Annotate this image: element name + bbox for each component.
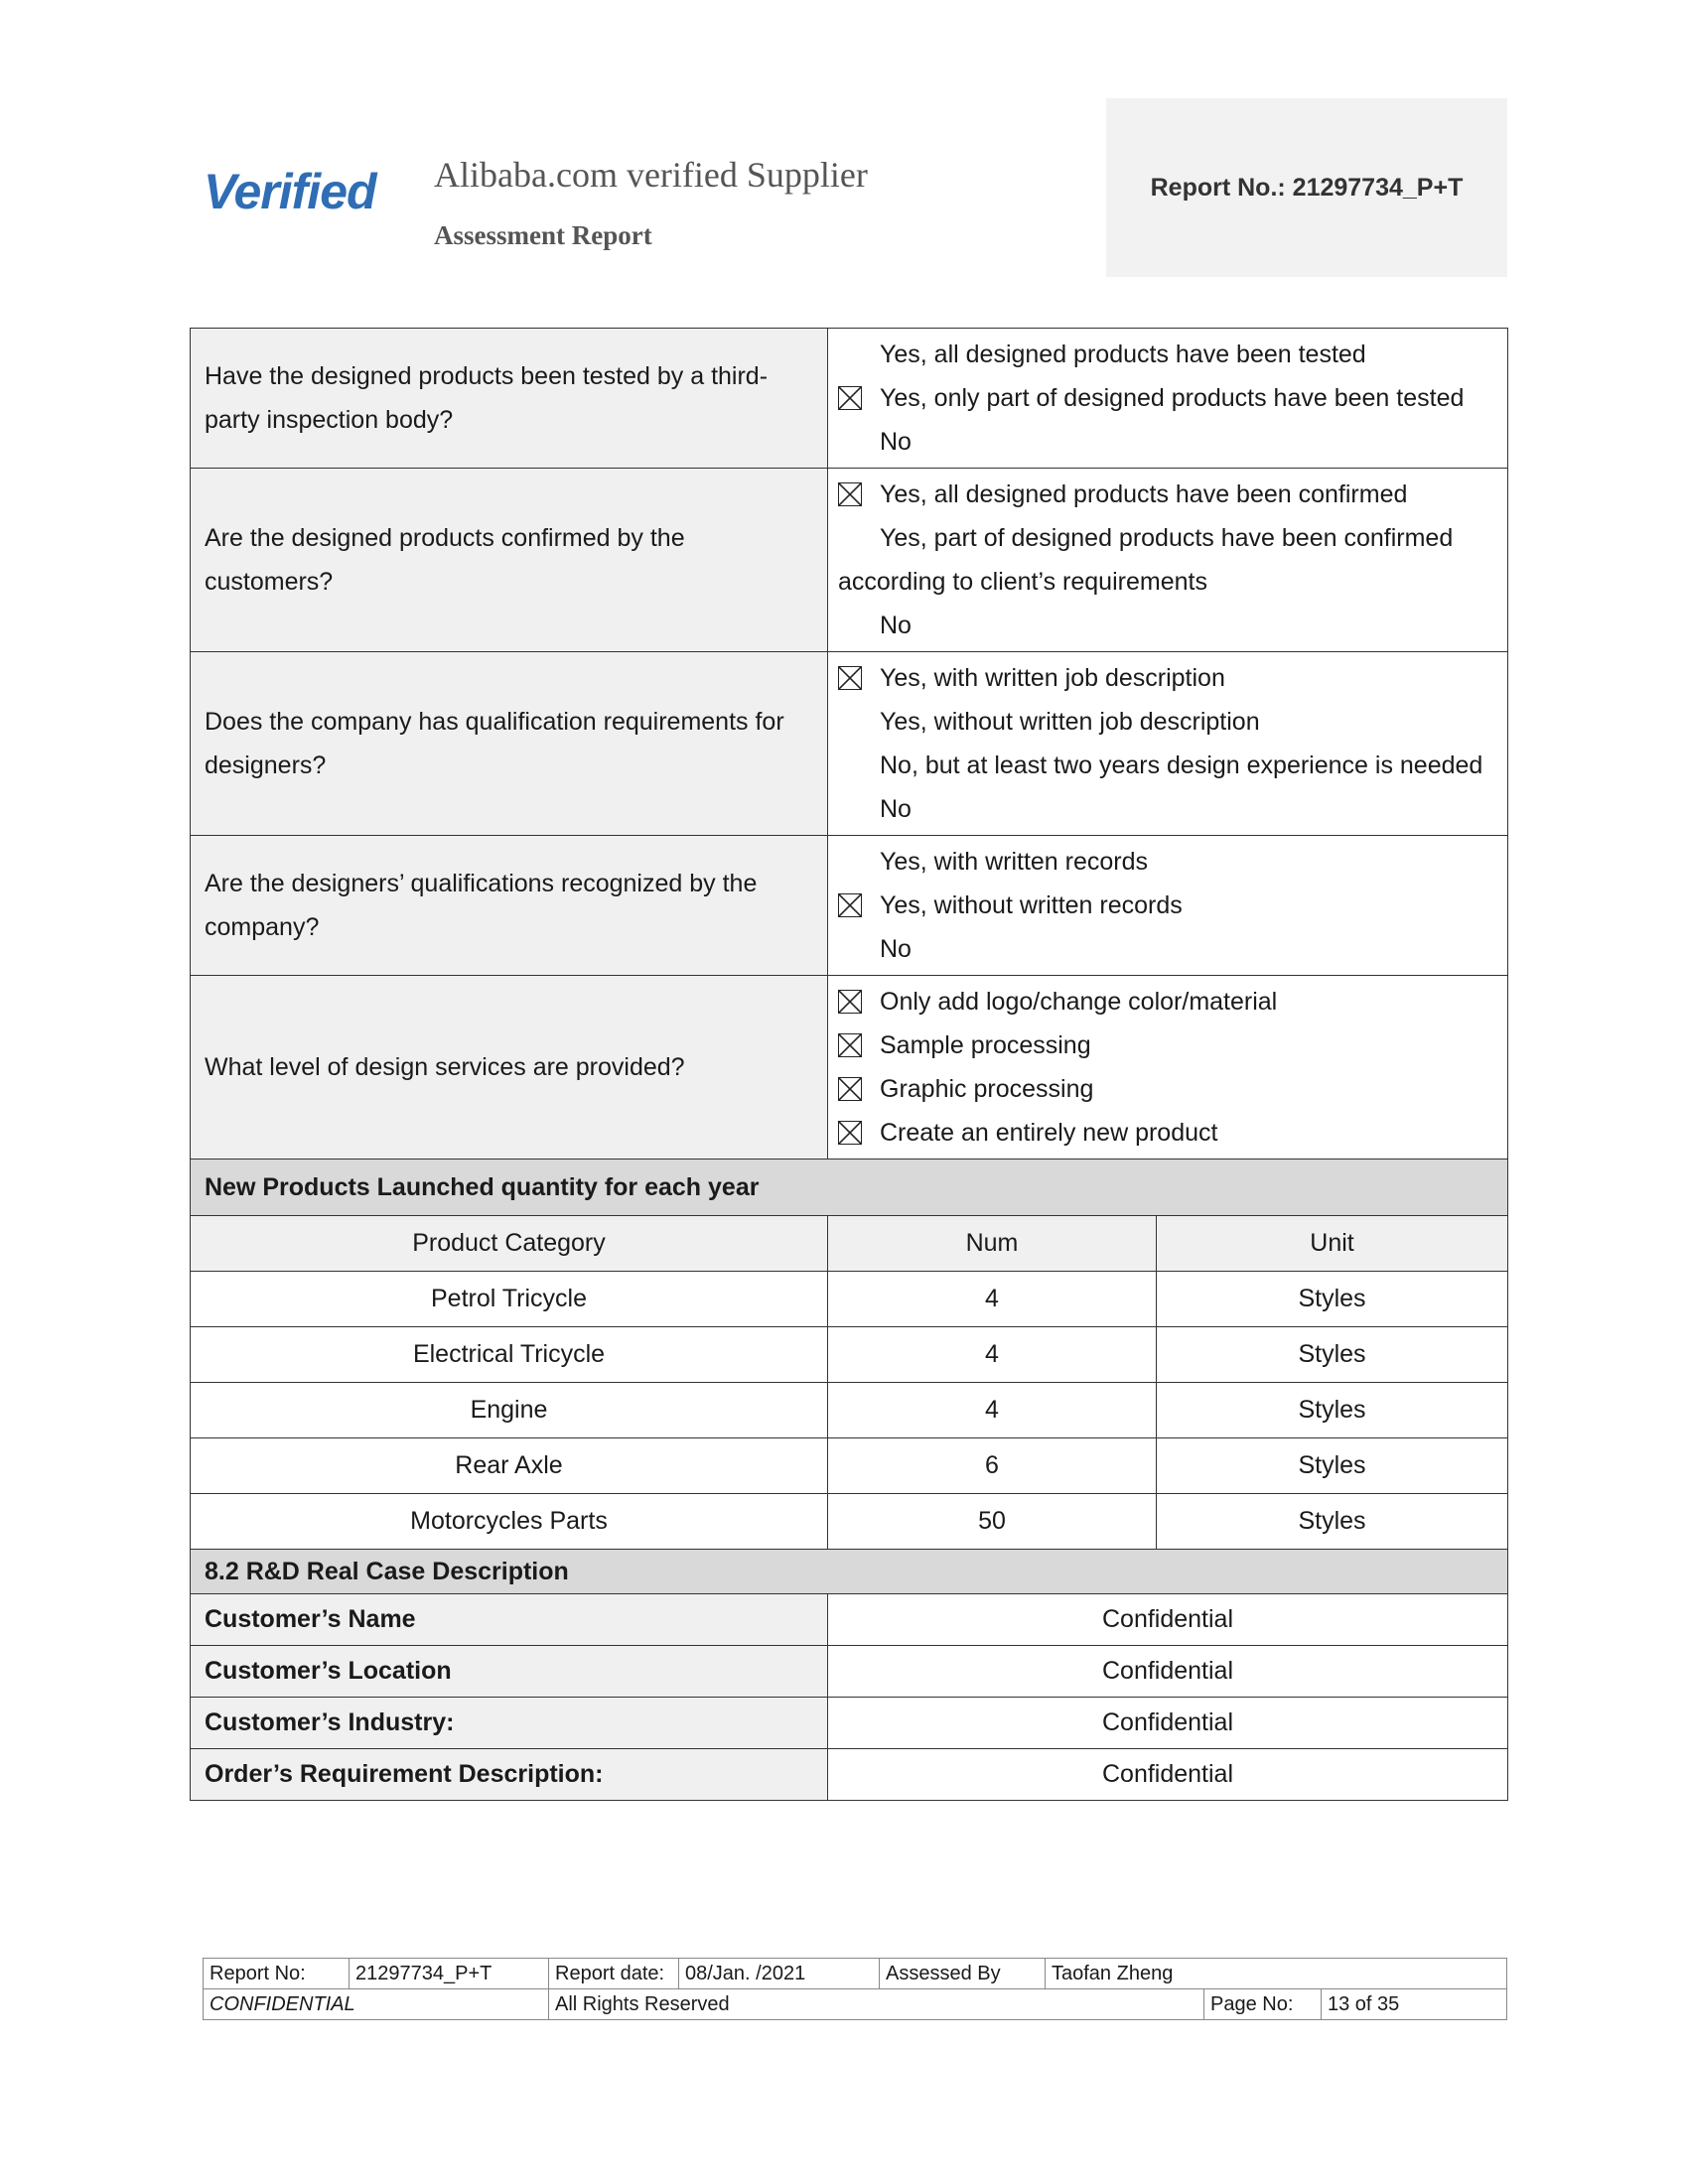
- table-row: [191, 1494, 1508, 1550]
- answer-option-label: Yes, with written records: [880, 848, 1149, 876]
- page-footer: [203, 1958, 1507, 2020]
- checked-box-icon: [838, 482, 862, 506]
- product-category-cell: Petrol Tricycle: [191, 1272, 828, 1327]
- answer-option-label: Yes, without written records: [880, 891, 1183, 919]
- footer-page-no: 13 of 35: [1322, 1989, 1507, 2020]
- table-row: [191, 1383, 1508, 1438]
- answer-option-label: Yes, all designed products have been confirmed: [880, 480, 1408, 508]
- checked-box-icon: [838, 893, 862, 917]
- answer-options: [828, 469, 1508, 652]
- answer-option-label: Graphic processing: [880, 1075, 1094, 1103]
- answer-option: [838, 656, 1497, 700]
- num-cell: 4: [828, 1383, 1157, 1438]
- footer-assessed-by-label: Assessed By: [880, 1959, 1046, 1989]
- answer-option: [838, 376, 1497, 420]
- checked-box-icon: [838, 666, 862, 690]
- question-text: Are the designed products confirmed by the customers?: [191, 469, 828, 652]
- new-products-section-title: New Products Launched quantity for each year: [191, 1160, 1508, 1216]
- verified-logo: [204, 157, 382, 226]
- answer-option-label: Yes, without written job description: [880, 708, 1260, 736]
- checked-box-icon: [838, 990, 862, 1014]
- checked-box-icon: [838, 386, 862, 410]
- answer-option: [838, 333, 1497, 376]
- header-num: Num: [828, 1216, 1157, 1272]
- answer-option-label: Create an entirely new product: [880, 1119, 1218, 1147]
- num-cell: 4: [828, 1272, 1157, 1327]
- footer-page-no-label: Page No:: [1204, 1989, 1322, 2020]
- checked-box-icon: [838, 1121, 862, 1145]
- logo-text: Verified: [204, 164, 376, 219]
- unit-cell: Styles: [1157, 1327, 1508, 1383]
- num-cell: 6: [828, 1438, 1157, 1494]
- footer-report-no-label: Report No:: [204, 1959, 350, 1989]
- product-category-cell: Rear Axle: [191, 1438, 828, 1494]
- answer-options: [828, 329, 1508, 469]
- answer-option-label: Yes, part of designed products have been confirmed according to client’s requirements: [838, 524, 1454, 596]
- footer-confidential: CONFIDENTIAL: [204, 1989, 549, 2020]
- answer-option-label: Yes, all designed products have been tested: [880, 341, 1366, 368]
- case-section-title: 8.2 R&D Real Case Description: [191, 1550, 1508, 1594]
- answer-option: [838, 516, 1497, 604]
- answer-option: [838, 1024, 1497, 1067]
- answer-option: [838, 700, 1497, 744]
- answer-option-label: Only add logo/change color/material: [880, 988, 1278, 1016]
- answer-option: [838, 980, 1497, 1024]
- answer-option: [838, 473, 1497, 516]
- answer-options: [828, 976, 1508, 1160]
- answer-option-label: No: [880, 612, 912, 639]
- case-value: Confidential: [828, 1749, 1508, 1801]
- question-text: What level of design services are provided?: [191, 976, 828, 1160]
- case-label: Order’s Requirement Description:: [191, 1749, 828, 1801]
- header-product-category: Product Category: [191, 1216, 828, 1272]
- unit-cell: Styles: [1157, 1494, 1508, 1550]
- answer-option-label: No, but at least two years design experience is needed: [880, 751, 1483, 779]
- case-label: Customer’s Name: [191, 1594, 828, 1646]
- question-row: [191, 976, 1508, 1160]
- report-number: Report No.: 21297734_P+T: [1150, 173, 1464, 202]
- case-label: Customer’s Location: [191, 1646, 828, 1698]
- answer-option: [838, 1067, 1497, 1111]
- question-text: Have the designed products been tested by a third-party inspection body?: [191, 329, 828, 469]
- answer-option-label: No: [880, 935, 912, 963]
- num-cell: 50: [828, 1494, 1157, 1550]
- document-title: Alibaba.com verified Supplier: [434, 155, 868, 195]
- answer-option: [838, 927, 1497, 971]
- num-cell: 4: [828, 1327, 1157, 1383]
- report-number-box: [1106, 98, 1507, 277]
- product-category-cell: Motorcycles Parts: [191, 1494, 828, 1550]
- case-value: Confidential: [828, 1594, 1508, 1646]
- table-row: [191, 1327, 1508, 1383]
- unit-cell: Styles: [1157, 1272, 1508, 1327]
- answer-option: [838, 420, 1497, 464]
- unit-cell: Styles: [1157, 1438, 1508, 1494]
- case-row: [191, 1646, 1508, 1698]
- assessment-table: [190, 328, 1508, 1801]
- answer-option: [838, 884, 1497, 927]
- answer-option-label: Sample processing: [880, 1031, 1091, 1059]
- answer-option-label: No: [880, 428, 912, 456]
- case-row: [191, 1698, 1508, 1749]
- question-row: [191, 652, 1508, 836]
- table-row: [191, 1272, 1508, 1327]
- case-row: [191, 1594, 1508, 1646]
- case-value: Confidential: [828, 1698, 1508, 1749]
- answer-option: [838, 604, 1497, 647]
- answer-option: [838, 787, 1497, 831]
- footer-assessed-by: Taofan Zheng: [1046, 1959, 1507, 1989]
- product-category-cell: Electrical Tricycle: [191, 1327, 828, 1383]
- question-row: [191, 329, 1508, 469]
- answer-option-label: Yes, only part of designed products have been tested: [880, 384, 1465, 412]
- footer-report-date-label: Report date:: [549, 1959, 679, 1989]
- case-row: [191, 1749, 1508, 1801]
- answer-option: [838, 1111, 1497, 1155]
- table-row: [191, 1438, 1508, 1494]
- document-subtitle: Assessment Report: [434, 220, 652, 250]
- footer-report-date: 08/Jan. /2021: [679, 1959, 880, 1989]
- unit-cell: Styles: [1157, 1383, 1508, 1438]
- question-row: [191, 836, 1508, 976]
- answer-option: [838, 840, 1497, 884]
- question-text: Does the company has qualification requirements for designers?: [191, 652, 828, 836]
- new-products-header-row: [191, 1216, 1508, 1272]
- answer-options: [828, 836, 1508, 976]
- answer-option-label: Yes, with written job description: [880, 664, 1225, 692]
- footer-report-no: 21297734_P+T: [350, 1959, 549, 1989]
- checked-box-icon: [838, 1033, 862, 1057]
- case-label: Customer’s Industry:: [191, 1698, 828, 1749]
- footer-rights: All Rights Reserved: [549, 1989, 1204, 2020]
- answer-option-label: No: [880, 795, 912, 823]
- product-category-cell: Engine: [191, 1383, 828, 1438]
- answer-option: [838, 744, 1497, 787]
- question-text: Are the designers’ qualifications recognized by the company?: [191, 836, 828, 976]
- answer-options: [828, 652, 1508, 836]
- case-value: Confidential: [828, 1646, 1508, 1698]
- checked-box-icon: [838, 1077, 862, 1101]
- question-row: [191, 469, 1508, 652]
- header-unit: Unit: [1157, 1216, 1508, 1272]
